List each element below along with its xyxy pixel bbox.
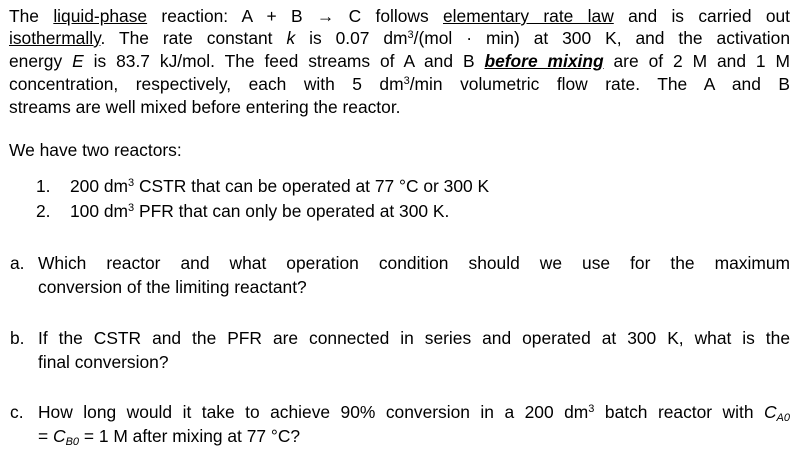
text: and is carried out <box>613 6 790 26</box>
question-b-label <box>10 328 25 348</box>
superscript: 3 <box>588 403 595 415</box>
superscript: 3 <box>403 75 410 87</box>
text: 100 dm <box>70 201 129 221</box>
cb0-symbol <box>53 426 79 446</box>
text: C <box>763 402 777 422</box>
text: final conversion? <box>38 352 169 372</box>
text: . The rate constant <box>100 28 287 48</box>
text: = 1 M after mixing at 77 °C? <box>79 426 301 446</box>
question-a-line-2 <box>38 277 307 297</box>
text: are of 2 M and 1 M <box>603 51 791 71</box>
intro-line-2 <box>9 28 790 48</box>
text: C <box>53 426 66 446</box>
activation-energy-symbol: E <box>72 51 84 71</box>
question-a-line-1 <box>38 253 790 273</box>
ca0-symbol <box>764 402 790 422</box>
liquid-phase-underlined: liquid-phase <box>53 6 148 26</box>
subscript: B0 <box>65 436 80 448</box>
reactor-2-text <box>70 201 449 221</box>
text: /min volumetric flow rate. The A and B <box>409 74 791 94</box>
text: If the CSTR and the PFR are connected in series and operated at 300 K, what is the <box>38 328 790 348</box>
text: = <box>38 426 53 446</box>
text: concentration, respectively, each with 5 dm <box>9 74 404 94</box>
intro-line-3 <box>9 51 790 71</box>
question-c-line-1 <box>38 402 790 422</box>
text: Which reactor and what operation condition should we use for the maximum <box>38 253 790 273</box>
text: a. <box>10 253 25 273</box>
text: is 0.07 dm <box>295 28 408 48</box>
question-b-line-1 <box>38 328 790 348</box>
text: is 83.7 kJ/mol. The feed streams of A and B <box>83 51 485 71</box>
text: batch reactor with <box>594 402 764 422</box>
subscript: A0 <box>776 412 791 424</box>
superscript: 3 <box>128 177 135 189</box>
intro-line-5 <box>9 97 400 117</box>
question-c-label <box>10 402 24 422</box>
text: b. <box>10 328 25 348</box>
isothermally-underlined: isothermally <box>9 28 101 48</box>
text: We have two reactors: <box>9 140 182 160</box>
text: reaction: A + B → C follows <box>147 6 443 26</box>
text: CSTR that can be operated at 77 °C or 300 K <box>134 176 490 196</box>
list-number: 1. <box>36 176 51 196</box>
question-a-label <box>10 253 25 273</box>
superscript: 3 <box>128 202 135 214</box>
before-mixing-emphasis: before mixing <box>484 51 604 71</box>
text: conversion of the limiting reactant? <box>38 277 307 297</box>
text: c. <box>10 402 24 422</box>
text: The <box>9 6 54 26</box>
rate-constant-symbol: k <box>286 28 296 48</box>
text: How long would it take to achieve 90% conversion in a 200 dm <box>38 402 589 422</box>
text: energy <box>9 51 73 71</box>
intro-line-4 <box>9 74 790 94</box>
superscript: 3 <box>407 29 414 41</box>
text: /(mol · min) at 300 K, and the activation <box>413 28 790 48</box>
text: PFR that can only be operated at 300 K. <box>134 201 450 221</box>
list-number: 2. <box>36 201 51 221</box>
question-c-line-2 <box>38 426 300 446</box>
reactors-heading <box>9 140 182 160</box>
elementary-rate-law-underlined: elementary rate law <box>443 6 614 26</box>
reactor-1-text <box>70 176 489 196</box>
intro-line-1 <box>9 6 790 26</box>
text: streams are well mixed before entering the reactor. <box>9 97 401 117</box>
text: 200 dm <box>70 176 129 196</box>
question-b-line-2 <box>38 352 169 372</box>
